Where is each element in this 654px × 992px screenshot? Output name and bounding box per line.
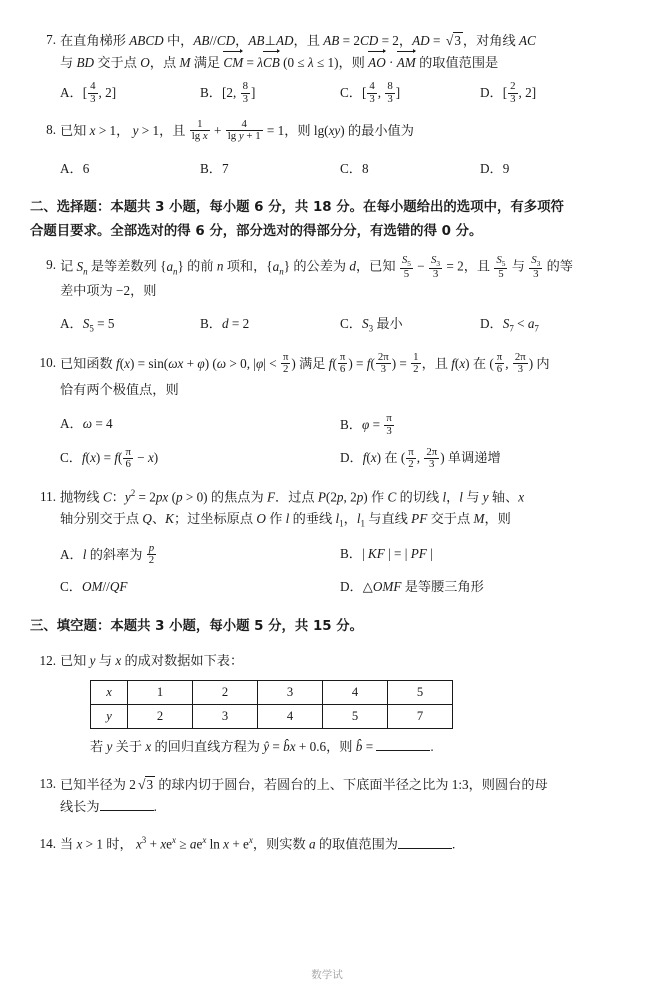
section-three-heading: 三、填空题：本题共 3 小题，每小题 5 分，共 15 分。 <box>30 618 364 634</box>
row-header-x: x <box>91 680 128 704</box>
question-number: 11. <box>40 489 56 505</box>
question-text: 当 x > 1 时， $x^3 + xe^x \ge ae^x$ $\ln x + e^x$，则实数 a 的取值范围为 . <box>60 835 456 853</box>
cell-y-4: 5 <box>323 704 388 728</box>
question-number: 10. <box>39 354 56 370</box>
question-10-options-row1 <box>60 414 620 438</box>
page-footer: 数学试 <box>311 969 343 981</box>
question-11-options-row2 <box>60 577 620 598</box>
question-14 <box>30 834 620 856</box>
question-number: 7. <box>46 32 56 47</box>
question-number: 9. <box>46 257 56 273</box>
option-b[interactable]: B．| KF | = | PF | <box>340 545 433 561</box>
question-11 <box>30 487 620 599</box>
question-text: 已知 y 与 x 的成对数据如下表： <box>60 652 244 669</box>
question-number: 14. <box>39 836 56 852</box>
cell-x-2: 2 <box>193 680 258 704</box>
cell-y-3: 4 <box>258 704 323 728</box>
option-b[interactable]: B．7 <box>200 161 229 177</box>
option-d[interactable]: D．$S_7 < a_7$ <box>480 316 539 334</box>
question-9-options <box>60 314 620 337</box>
question-text-line2: 差中项为 −2，则 <box>60 282 157 299</box>
question-text: 已知函数 f(x) = sin(ωx + φ) (ω > 0, |φ| < $\frac{\pi}{2}$ ) 满足 f( $\frac{\pi}{6}$ ) = f( $\frac{2\pi}{3}$ ) = $\frac{1}{2}$ ，且 f(x) 在 ( $\frac{\pi}{6}$ , $\frac{2\pi}{3}$ ) 内 <box>60 351 550 376</box>
question-text: 已知 x > 1， y > 1，且 $\frac{1}{\text{lg x}}$ + $\frac{4}{\text{lg y + 1}}$ = 1，则 lg(xy) 的最小值为 <box>60 118 414 143</box>
question-11-options-row1 <box>60 544 620 568</box>
option-d[interactable]: D．9 <box>480 161 510 177</box>
cell-x-4: 4 <box>323 680 388 704</box>
question-number: 8. <box>46 121 56 137</box>
answer-blank[interactable] <box>398 848 452 849</box>
option-d[interactable]: D．△OMF 是等腰三角形 <box>340 579 484 596</box>
option-a[interactable]: A．l 的斜率为 $\frac{p}{2}$ <box>60 542 155 567</box>
question-8-options <box>60 159 620 179</box>
question-text-line2: 轴分别交于点 Q、K；过坐标原点 O 作 l 的垂线 $l_1$，$l_1$ 与直线 PF 交于点 M，则 <box>60 511 511 529</box>
question-8 <box>30 120 620 180</box>
question-number: 13. <box>39 776 56 792</box>
data-table <box>90 680 453 729</box>
question-12 <box>30 651 620 759</box>
option-a[interactable]: A．[ $\frac{4}{3}$ , 2] <box>60 80 117 105</box>
question-10 <box>30 353 620 472</box>
question-10-options-row2 <box>60 447 620 471</box>
cell-y-5: 7 <box>388 704 453 728</box>
option-a[interactable]: A．6 <box>60 161 90 177</box>
question-text-line2: 恰有两个极值点，则 <box>60 383 179 399</box>
table-row-y <box>91 704 453 728</box>
answer-blank[interactable] <box>376 750 430 751</box>
table-row-x <box>91 680 453 704</box>
option-a[interactable]: A．ω = 4 <box>60 415 113 431</box>
cell-y-1: 2 <box>128 704 193 728</box>
question-text: 在直角梯形 ABCD 中，AB//CD，AB⊥AD，且 AB = 2CD = 2，AD = √3 ，对角线 AC <box>60 33 536 49</box>
option-c[interactable]: C．[ $\frac{4}{3}$ , $\frac{8}{3}$ ] <box>340 80 401 105</box>
option-a[interactable]: A．$S_5 = 5$ <box>60 316 115 334</box>
option-b[interactable]: B．φ = $\frac{\pi}{3}$ <box>340 412 392 437</box>
option-d[interactable]: D．[ $\frac{2}{3}$ , 2] <box>480 80 537 105</box>
question-9 <box>30 255 620 336</box>
option-c[interactable]: C．8 <box>340 161 369 177</box>
option-c[interactable]: C．f(x) = f( $\frac{\pi}{6}$ − x) <box>60 445 159 471</box>
cell-x-5: 5 <box>388 680 453 704</box>
option-d[interactable]: D．f(x) 在 ( $\frac{\pi}{2}$ , $\frac{2\pi}{3}$ ) 单调递增 <box>340 445 501 471</box>
cell-x-1: 1 <box>128 680 193 704</box>
question-text: 已知半径为 2 √3 的球内切于圆台，若圆台的上、下底面半径之比为 1:3，则圆台的母 <box>60 777 548 794</box>
question-text-line2: 若 y 关于 x 的回归直线方程为 ŷ = b̂x + 0.6，则 b̂ = . <box>90 738 434 755</box>
question-text-line2: 与 BD 交于点 O，点 M 满足 CM = λCB (0 ≤ λ ≤ 1)，则 AO · AM 的取值范围是 <box>60 52 620 74</box>
row-header-y: y <box>91 704 128 728</box>
question-7 <box>30 30 620 106</box>
option-b[interactable]: B．[2, $\frac{8}{3}$ ] <box>200 80 256 105</box>
cell-y-2: 3 <box>193 704 258 728</box>
option-c[interactable]: C．OM//QF <box>60 579 128 595</box>
question-text-line2: 线长为 . <box>60 798 157 815</box>
cell-x-3: 3 <box>258 680 323 704</box>
question-7-options <box>60 82 620 106</box>
answer-blank[interactable] <box>100 810 154 811</box>
question-13 <box>30 774 620 818</box>
question-text: 抛物线 C：$y^2 = 2px$ (p > 0) 的焦点为 F．过点 P(2p, 2p) 作 C 的切线 l，l 与 y 轴、x <box>60 488 525 506</box>
option-b[interactable]: B．d = 2 <box>200 316 250 332</box>
section-two-heading: 二、选择题：本题共 3 小题，每小题 6 分，共 18 分。在每小题给出的选项中，有多项符 合题目要求。全部选对的得 6 分，部分选对的得部分分，有选错的得 0 分。 <box>30 199 564 239</box>
question-number: 12. <box>39 652 56 668</box>
option-c[interactable]: C．$S_3$ 最小 <box>340 316 403 334</box>
question-text: 记 $S_n$ 是等差数列 $\{a_n\}$ 的前 n 项和，$\{a_n\}$ 的公差为 d，已知 $\frac{S_5}{5}$ − $\frac{S_3}{3}$ = 2，且 $\frac{S_5}{5}$ 与 $\frac{S_3}{3}$ 的等 <box>60 253 573 280</box>
